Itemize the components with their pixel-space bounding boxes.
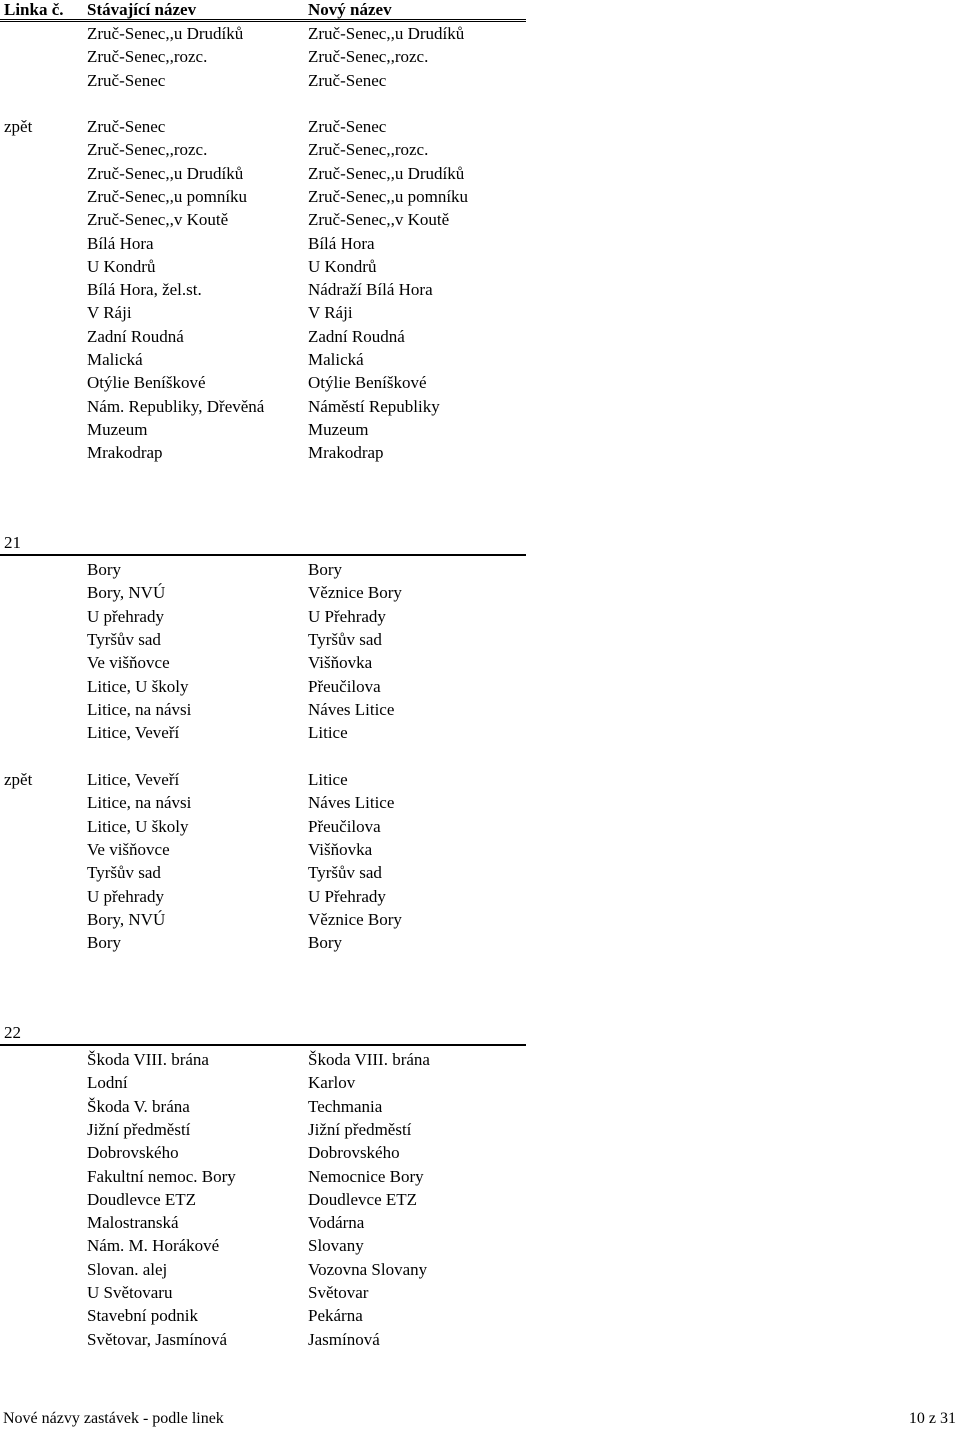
current-name-cell: Světovar, Jasmínová [87,1329,228,1349]
current-name-cell: Bílá Hora [87,233,154,253]
current-name-cell: Malická [87,350,143,369]
table-row [0,675,960,698]
current-name-cell: Muzeum [87,419,148,439]
table-row [0,558,960,581]
current-name-cell: Zruč-Senec,,u Drudíků [87,163,244,183]
current-name-cell: Zruč-Senec,,rozc. [87,47,208,67]
new-name-cell: Náves Litice [308,793,395,813]
current-name-cell: Zruč-Senec,,v Koutě [87,210,229,230]
table-row [0,931,960,954]
table-row [0,791,960,814]
table-row [0,1211,960,1234]
new-name-cell: Muzeum [308,419,369,439]
table-row [0,1304,960,1327]
page-number: 10 z 31 [908,1410,956,1427]
new-name-cell: Zruč-Senec [308,70,387,90]
current-name-cell: Dobrovského [87,1143,179,1163]
new-name-cell: Věznice Bory [308,909,402,929]
new-name-cell: Škoda VIII. brána [308,1050,430,1069]
table-row [0,45,960,68]
new-name-cell: Jasmínová [308,1329,380,1349]
table-row [0,1165,960,1188]
table-row [0,1095,960,1118]
new-name-cell: Slovany [308,1236,364,1256]
header-line-number: Linka č. [4,0,64,19]
current-name-cell: Slovan. alej [87,1259,168,1279]
current-name-cell: Litice, na návsi [87,699,192,719]
line-number-label: 21 [4,533,21,552]
new-name-cell: U Přehrady [308,886,386,906]
new-name-cell: Zruč-Senec,,u Drudíků [308,163,465,183]
table-row [0,838,960,861]
table-row [0,138,960,161]
current-name-cell: Zruč-Senec,,u Drudíků [87,24,244,43]
current-name-cell: Tyršův sad [87,629,161,649]
current-name-cell: Bory [87,560,121,579]
current-name-cell: Zadní Roudná [87,326,184,346]
new-name-cell: Jižní předměstí [308,1119,412,1139]
table-row [0,861,960,884]
current-name-cell: Zruč-Senec [87,117,166,136]
current-name-cell: Lodní [87,1073,128,1093]
new-name-cell: Přeučilova [308,816,381,836]
new-name-cell: Tyršův sad [308,863,382,883]
new-name-cell: Višňovka [308,653,373,673]
header-new-name: Nový název [308,0,392,19]
table-row [0,1141,960,1164]
new-name-cell: Náves Litice [308,699,395,719]
current-name-cell: Nám. M. Horákové [87,1236,220,1256]
new-name-cell: Přeučilova [308,676,381,696]
new-name-cell: Bory [308,933,342,953]
current-name-cell: Ve višňovce [87,839,170,859]
current-name-cell: Litice, U školy [87,676,189,696]
current-name-cell: Doudlevce ETZ [87,1189,197,1209]
current-name-cell: U Světovaru [87,1283,173,1302]
current-name-cell: U přehrady [87,606,164,626]
current-name-cell: Bílá Hora, žel.st. [87,280,202,300]
table-row [0,1281,960,1304]
current-name-cell: U přehrady [87,886,164,906]
new-name-cell: Nemocnice Bory [308,1166,424,1186]
current-name-cell: Litice, na návsi [87,793,192,813]
current-name-cell: Zruč-Senec,,rozc. [87,140,208,160]
header-current-name: Stávající název [87,0,197,19]
current-name-cell: U Kondrů [87,256,156,276]
new-name-cell: Bory [308,560,342,579]
table-header [0,0,526,20]
new-name-cell: Dobrovského [308,1143,400,1163]
current-name-cell: Litice, Veveří [87,723,180,743]
table-row [0,721,960,744]
table-row [0,255,960,278]
table-row [0,278,960,301]
line-section-rule [0,554,526,556]
new-name-cell: V Ráji [308,303,353,323]
table-row [0,418,960,441]
new-name-cell: U Kondrů [308,256,377,276]
current-name-cell: Škoda V. brána [87,1096,190,1116]
table-row [0,908,960,931]
table-row [0,628,960,651]
current-name-cell: Litice, Veveří [87,770,180,789]
table-row [0,651,960,674]
new-name-cell: Karlov [308,1073,356,1093]
new-name-cell: Doudlevce ETZ [308,1189,418,1209]
current-name-cell: Ve višňovce [87,653,170,673]
new-name-cell: Zruč-Senec [308,117,387,136]
new-name-cell: Višňovka [308,839,373,859]
new-name-cell: Vodárna [308,1213,365,1233]
table-row [0,22,960,45]
new-name-cell: Zruč-Senec,,v Koutě [308,210,450,230]
table-row [0,1234,960,1257]
new-name-cell: Tyršův sad [308,629,382,649]
table-row [0,371,960,394]
current-name-cell: Bory, NVÚ [87,909,166,929]
current-name-cell: Stavební podnik [87,1306,198,1326]
new-name-cell: Techmania [308,1096,383,1116]
current-name-cell: Litice, U školy [87,816,189,836]
table-row [0,325,960,348]
new-name-cell: Vozovna Slovany [308,1259,428,1279]
current-name-cell: Zruč-Senec [87,70,166,90]
table-row [0,605,960,628]
table-row [0,698,960,721]
table-row [0,208,960,231]
table-row [0,1188,960,1211]
new-name-cell: Náměstí Republiky [308,396,440,416]
table-row [0,815,960,838]
new-name-cell: Malická [308,350,364,369]
new-name-cell: Pekárna [308,1306,363,1326]
current-name-cell: Malostranská [87,1213,179,1233]
new-name-cell: Zruč-Senec,,u pomníku [308,186,469,206]
new-name-cell: Zruč-Senec,,rozc. [308,47,429,67]
footer-title: Nové názvy zastávek - podle linek [3,1410,224,1427]
table-row [0,1048,960,1071]
current-name-cell: Tyršův sad [87,863,161,883]
current-name-cell: Mrakodrap [87,443,163,463]
direction-cell: zpět [4,117,33,136]
current-name-cell: Zruč-Senec,,u pomníku [87,186,248,206]
direction-cell: zpět [4,770,33,789]
new-name-cell: Zruč-Senec,,u Drudíků [308,24,465,43]
new-name-cell: Mrakodrap [308,443,384,463]
table-row [0,885,960,908]
new-name-cell: U Přehrady [308,606,386,626]
table-row [0,581,960,604]
table-row [0,1258,960,1281]
table-row [0,768,960,791]
table-row [0,1118,960,1141]
current-name-cell: Jižní předměstí [87,1119,191,1139]
new-name-cell: Světovar [308,1283,369,1302]
current-name-cell: Bory [87,933,121,953]
line-section-rule [0,1044,526,1046]
table-row [0,232,960,255]
current-name-cell: Škoda VIII. brána [87,1050,209,1069]
table-row [0,301,960,324]
table-row [0,185,960,208]
current-name-cell: Otýlie Beníškové [87,373,206,393]
table-row [0,162,960,185]
new-name-cell: Litice [308,770,348,789]
current-name-cell: Fakultní nemoc. Bory [87,1166,236,1186]
table-row [0,1071,960,1094]
table-row [0,115,960,138]
table-row [0,441,960,464]
table-row [0,395,960,418]
line-number-label: 22 [4,1023,21,1042]
current-name-cell: Bory, NVÚ [87,583,166,603]
new-name-cell: Bílá Hora [308,233,375,253]
table-row [0,348,960,371]
new-name-cell: Otýlie Beníškové [308,373,427,393]
current-name-cell: Nám. Republiky, Dřevěná [87,396,265,416]
table-row [0,1328,960,1351]
new-name-cell: Zruč-Senec,,rozc. [308,140,429,160]
new-name-cell: Nádraží Bílá Hora [308,280,433,300]
current-name-cell: V Ráji [87,303,132,323]
new-name-cell: Zadní Roudná [308,326,405,346]
new-name-cell: Litice [308,723,348,743]
table-row [0,69,960,92]
new-name-cell: Věznice Bory [308,583,402,603]
